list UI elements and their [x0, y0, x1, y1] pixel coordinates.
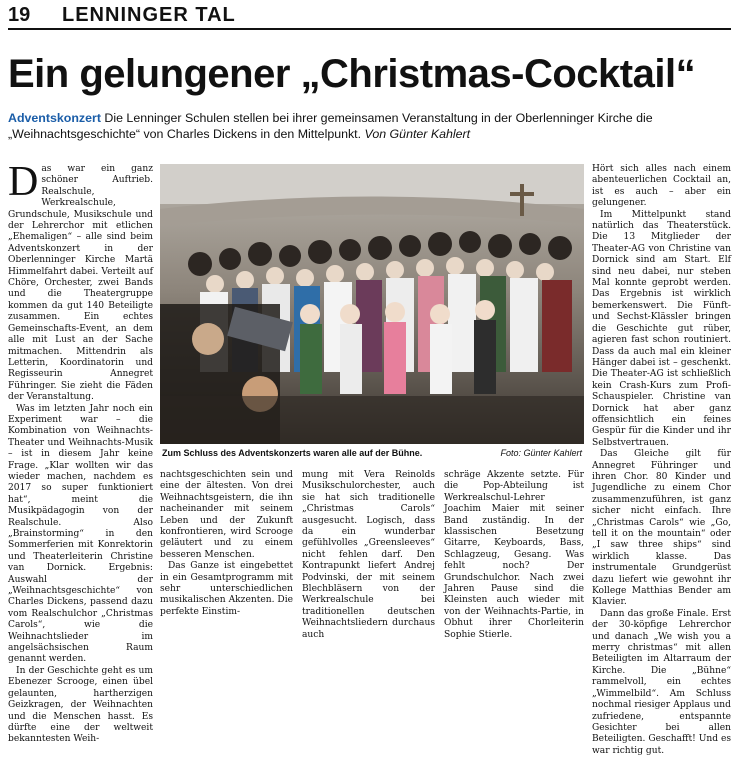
paragraph: In der Geschichte geht es um Ebenezer Scrooge, einen übel gelaunten, hartherzigen Geizkragen, der Weihnachten und die Menschen hasst. Es dürfte eine der weltweit bekanntesten Weih- — [8, 665, 153, 745]
article-column-1 — [8, 159, 153, 745]
paragraph: Im Mittelpunkt stand natürlich das Theaterstück. Die 13 Mitglieder der Theater-AG von Christine van Dornick sind am Start. Elf sind neu dabei, nur steben Mal konnte geprobt werden. Das Ergebnis ist wirklich bemerkenswert. Die Fünft- und Sechst-Klässler bringen die Geschichte gut rüber, agieren fast schon routiniert. Dass da auch mal ein kleiner Hänger dabei ist – geschenkt. Die Theater-AG ist schließlich kein Crash-Kurs zum Profi-Schauspieler. Christine van Dornick hat aber ganz offensichtlich ein feines Gespür für die Kinder und ihr Selbstvertrauen. — [592, 209, 731, 448]
paragraph: Hört sich alles nach einem abenteuerlichen Cocktail an, ist es auch – aber ein gelungener. — [592, 164, 731, 209]
paragraph: mung mit Vera Reinolds Musikschulorchester, auch sie hat sich traditionelle „Christmas Carols“ ausgesucht. Logisch, dass da ein wunderbar gefühlvolles „Greensleeves“ nicht fehlen darf. Den Kontrapunkt liefert Andrej Podvinski, der mit seinem Blechbläsern von der Werkrealschule bei traditionellen deutschen Weihnachtsliedern durchaus auch — [302, 470, 435, 640]
paragraph: schräge Akzente setzte. Für die Pop-Abteilung ist Werkrealschul-Lehrer Joachim Maier mit seiner Band zuständig. In der klassischen Besetzung Gitarre, Keyboards, Bass, Schlagzeug, Gesang. Was fehlt noch? Der Grundschulchor. Nach zwei Jahren Pause sind die Kleinsten auch wieder mit von der Weihnachts-Partie, in Obhut ihrer Chorleiterin Sophie Stierle. — [444, 470, 584, 640]
drop-cap: D — [8, 159, 39, 205]
photo-caption-bar — [160, 447, 584, 461]
article-headline: Ein gelungener „Christmas-Cocktail“ — [8, 52, 696, 96]
paragraph: as war ein ganz schöner Auftrieb. Realschule, Werkrealschule, Grundschule, Musikschule und der Lehrerchor mit etlichen „Ehemaligen“ – alle sind beim Adventskonzert in der Oberlenninger Kirche Martä Himmelfahrt dabei. Verteilt auf Chöre, Orchester, zwei Bands und die Theatergruppe kommen da gut 140 Beteiligte zusammen. Ein echtes Gemeinschafts-Event, an dem alle mit Lust an der Sache mitmachen. Mittendrin als Letterin, Koordinatorin und Regisseurin Annegret Führinger. Sie zieht die Fäden der Veranstaltung. — [8, 164, 153, 403]
concert-photo-image — [160, 164, 584, 444]
paragraph: Dann das große Finale. Erst der 30-köpfige Lehrerchor und danach „We wish you a merry christmas“ mit allen Beteiligten im Altarraum der Kirche. Die „Bühne“ rammelvoll, ein echtes „Wimmelbild“. Am Schluss nochmal riesiger Applaus und zufriedene, entspannte Gesichter bei allen Beteiligten. Geschafft! Und es war richtig gut. — [592, 608, 731, 756]
article-column-3 — [302, 470, 435, 640]
photo-credit: Foto: Günter Kahlert — [500, 448, 582, 458]
paragraph: Was im letzten Jahr noch ein Experiment war – die Kombination von Weihnachts-Theater und Weihnachts-Musik – ist in diesem Jahr keine Frage. „Klar wollten wir das wieder machen, nachdem es 2017 so super funktioniert hat“, meint die Musikpädagogin von der Realschule. Also „Brainstorming“ in den Sommerferien mit Konrektorin und Theaterleiterin Christine van Dornick. Ergebnis: Auswahl der „Weihnachtsgeschichte“ von Charles Dickens, passend dazu vom Realschulchor „Christmas Carols“, wie die Weihnachtslieder im angelsächsischen Raum genannt werden. — [8, 403, 153, 665]
paragraph: Das Gleiche gilt für Annegret Führinger und ihren Chor. 80 Kinder und Jugendliche zu einem Chor zusammenzuführen, ist ganz sicher nicht einfach. Ihre „Christmas Carols“ wie „Go, tell it on the mountain“ oder „I saw three ships“ sind wirklich klasse. Das instrumentale Grundgerüst dazu liefert wie gewohnt ihr Kollege Matthias Bender am Klavier. — [592, 449, 731, 608]
photo-caption: Zum Schluss des Adventskonzerts waren alle auf der Bühne. — [162, 448, 423, 458]
paragraph: Das Ganze ist eingebettet in ein Gesamtprogramm mit sehr unterschiedlichen musikalischen Akzenten. Die perfekte Einstim- — [160, 561, 293, 617]
section-title: LENNINGER TAL — [62, 4, 236, 26]
paragraph: nachtsgeschichten sein und eine der ältesten. Von drei Weihnachtsgeistern, die ihn nacheinander mit seinem Leben und der Zukunft konfrontieren, wird Scrooge geläutert und zu einem besseren Menschen. — [160, 470, 293, 560]
lead-kicker: Adventskonzert — [8, 111, 101, 125]
lead-text: Die Lenninger Schulen stellen bei ihrer gemeinsamen Veranstaltung in der Oberlenninger Kirche die „Weihnachtsgeschichte“ von Charles Dickens in den Mittelpunkt. — [8, 111, 653, 141]
article-column-4 — [444, 470, 584, 640]
concert-photo — [160, 164, 584, 444]
page-number: 19 — [8, 4, 31, 26]
page-header — [8, 2, 731, 30]
article-lead — [8, 110, 731, 142]
lead-author: Von Günter Kahlert — [364, 127, 471, 141]
article-column-5 — [592, 164, 731, 756]
article-column-2 — [160, 470, 293, 617]
